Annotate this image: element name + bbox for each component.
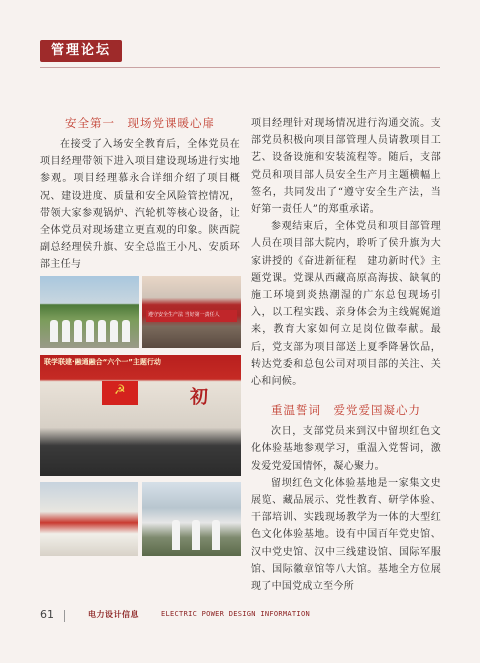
party-flag bbox=[102, 381, 138, 405]
photo-party-lecture bbox=[40, 355, 241, 476]
section-banner-label: 管理论坛 bbox=[50, 43, 111, 58]
right-paragraph-2: 参观结束后，全体党员和项目部管理人员在项目部大院内，聆听了侯升旗为大家讲授的《奋进新征程 建功新时代》主题党课。党课从西藏高原高海拔、缺氧的施工环境到炎热潮湿的广东总包现场引入，以工程实践、亲身体会为主线娓娓道来，教育大家如何立足岗位做奉献。最后，党支部为项目部送上夏季降暑饮品，转达党委和总包公司对项目部的关注、关心和问候。 bbox=[251, 221, 441, 388]
page-footer bbox=[40, 608, 440, 624]
left-column bbox=[40, 115, 240, 274]
section-heading-oath: 重温誓词 爱党爱国凝心力 bbox=[271, 403, 421, 418]
right-paragraph-3: 次日，支部党员来到汉中留坝红色文化体验基地参观学习，重温入党誓词，激发爱党爱国情怀，凝心聚力。 bbox=[251, 426, 441, 472]
footer-divider bbox=[64, 610, 65, 622]
photo-banner-text: 遵守安全生产法 当好第一责任人 bbox=[148, 312, 220, 318]
photo-handover bbox=[142, 482, 241, 556]
section-heading-safety: 安全第一 现场党课暖心扉 bbox=[65, 116, 215, 130]
photo-group-visit bbox=[40, 276, 139, 348]
photo-safety-banner bbox=[142, 276, 241, 348]
banner-divider bbox=[40, 67, 440, 68]
photo-signing bbox=[40, 482, 138, 556]
photo-event-title: 联学联建·融通融合“六个一”主题行动 bbox=[44, 358, 161, 366]
left-paragraph: 在接受了入场安全教育后，全体党员在项目经理带领下进入项目建设现场进行实地参观。项目经理慕永合详细介绍了项目概况、建设进度、质量和安全风险管控情况，带领大家参观锅炉、汽轮机等核心设备，让全体党员对现场建立更直观的印象。陕西院副总经理侯升旗、安全总监王小凡、安质环部主任与 bbox=[40, 139, 240, 271]
section-banner bbox=[40, 40, 122, 62]
flag-emblem: ☭ bbox=[114, 383, 126, 398]
page-number: 61 bbox=[40, 608, 54, 621]
photo-slogan-char: 初 bbox=[190, 387, 208, 408]
magazine-name-en: ELECTRIC POWER DESIGN INFORMATION bbox=[161, 610, 310, 618]
magazine-name-cn: 电力设计信息 bbox=[88, 610, 139, 619]
right-paragraph-1: 项目经理针对现场情况进行沟通交流。支部党员积极向项目部管理人员请教项目工艺、设备设施和安装流程等。随后，支部党员和项目部人员安全生产月主题横幅上签名，共同发出了“遵守安全生产法，当好第一责任人”的郑重承诺。 bbox=[251, 118, 441, 216]
right-paragraph-4: 留坝红色文化体验基地是一家集文史展览、藏品展示、党性教育、研学体验、干部培训、实践现场教学为一体的大型红色文化体验基地。设有中国百年党史馆、汉中党史馆、汉中三线建设馆、国际军服馆、国际徽章馆等八大馆。基地全方位展现了中国党成立至今所 bbox=[251, 477, 441, 593]
right-column bbox=[251, 115, 441, 595]
